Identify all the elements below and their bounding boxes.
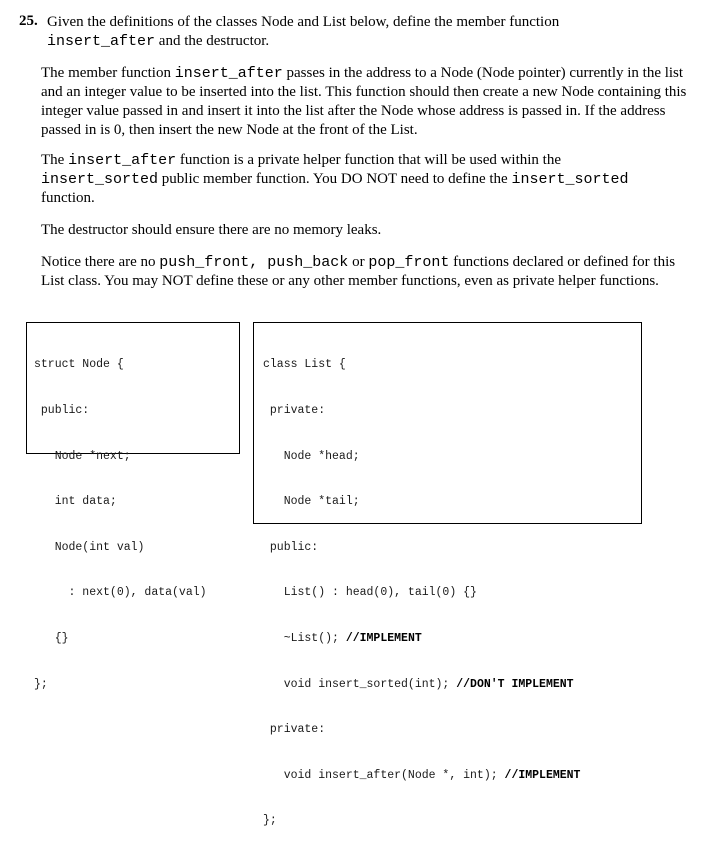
p1-text-2: passes in the address to a Node (Node pointer) currently in the list and an integer value to be inserted into the list. This function should then create a new Node containing this integer value passed in and insert it into the list after the Node whose address is passed in. If the address passed in is 0, then insert the new Node at the front of the List. [41,65,687,138]
code-line: }; [34,677,48,691]
paragraph-destructor [41,221,691,240]
code-comment: //DON'T IMPLEMENT [456,677,574,691]
p2-text-3: public member function. You DO NOT need to define the [158,171,512,187]
paragraph-helper [41,151,691,208]
code-line: List() : head(0), tail(0) {} [263,586,477,600]
code-line: private: [263,404,326,417]
node-code-block [34,327,207,707]
p4-code-1: push_front, push_back [159,254,349,271]
code-line: : next(0), data(val) [34,586,207,600]
p1-text-1: The member function [41,65,175,81]
p2-code-2: insert_sorted [41,171,159,188]
code-comment: //IMPLEMENT [504,768,581,782]
p2-text-4: function. [41,190,95,206]
code-line: {} [34,631,69,645]
code-line: int data; [34,495,117,509]
p4-text-2: or [348,254,369,270]
code-line: private: [263,723,326,737]
code-line: Node *head; [263,449,360,463]
p4-code-2: pop_front [368,254,450,271]
code-line: }; [263,814,277,828]
paragraph-notice [41,253,691,291]
p2-code-1: insert_after [68,152,177,169]
p4-text-1: Notice there are no [41,254,160,270]
code-line: public: [34,404,90,417]
p1-code-1: insert_after [174,65,283,82]
code-line [263,631,580,646]
paragraph-insert-after [41,64,691,140]
p4-text-3: functions declared or defined for this List class. You may NOT define these or any other member functions, even as private helper functions. [41,254,676,289]
question-intro [47,13,697,51]
code-line: struct Node { [34,358,124,372]
code-line [263,768,580,783]
code-text: void insert_sorted(int); [263,677,457,691]
list-code-block [263,327,580,844]
p3-text-1: The destructor should ensure there are no memory leaks. [41,222,382,238]
code-line: Node(int val) [34,540,145,554]
question-number: 25. [19,13,38,29]
code-line: public: [263,540,319,554]
code-comment: //IMPLEMENT [345,631,422,645]
code-text: void insert_after(Node *, int); [263,768,505,782]
code-line: Node *tail; [263,495,360,509]
code-line: Node *next; [34,449,131,463]
question-intro-text: Given the definitions of the classes Node and List below, define the member function [47,14,560,30]
code-line: class List { [263,358,346,372]
p2-text-2: function is a private helper function that will be used within the [176,152,562,168]
question-intro-code: insert_after [47,33,156,50]
p2-code-3: insert_sorted [511,171,629,188]
code-line [263,677,580,692]
question-intro-text-end: and the destructor. [155,33,270,49]
code-text: ~List(); [263,631,346,645]
p2-text-1: The [41,152,69,168]
